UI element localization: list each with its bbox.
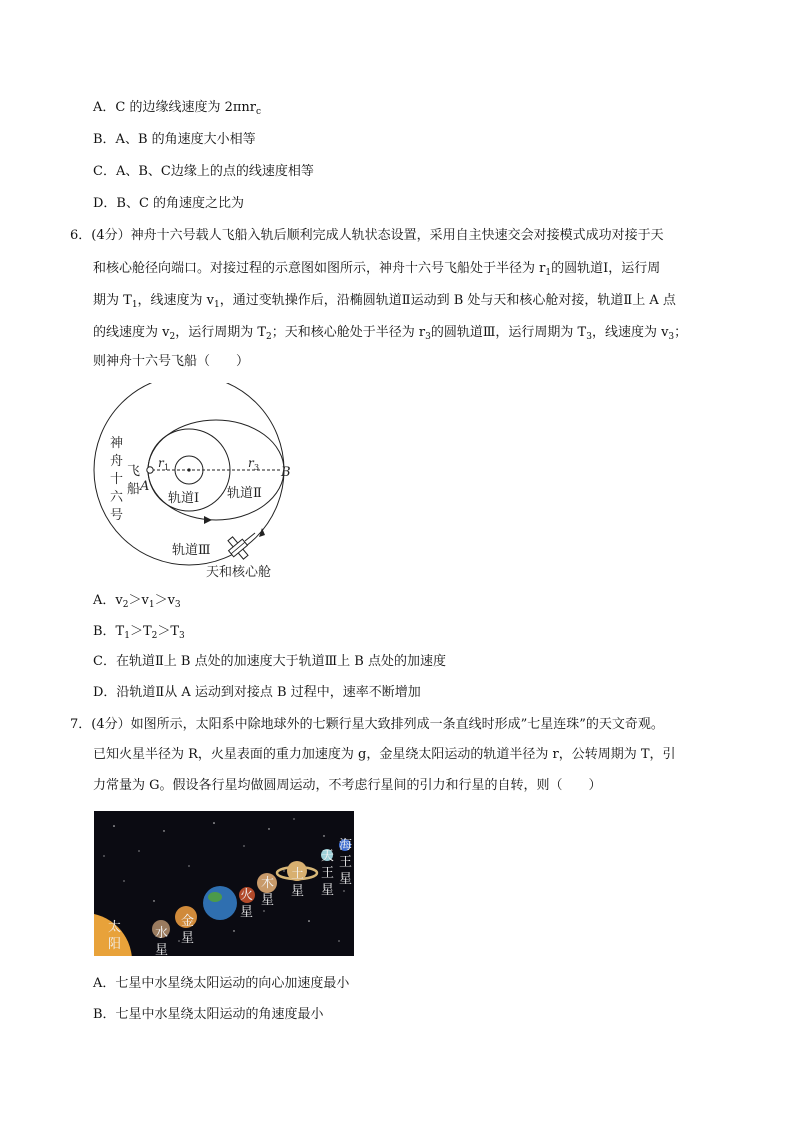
q6-line4-tail: ；	[674, 325, 688, 340]
label-ship-3: 十	[110, 472, 124, 487]
q6-option-c: C．在轨道Ⅱ上 B 点处的加速度大于轨道Ⅲ上 B 点处的加速度	[93, 654, 446, 669]
q6-line4-head: 的线速度为 v	[93, 325, 170, 340]
q6-option-a-text: A．v	[93, 593, 123, 608]
q6-line4-mid4: ，线速度为 v	[591, 325, 669, 340]
jupiter-label-2: 星	[261, 893, 275, 908]
q5-option-a-sub: c	[256, 107, 262, 117]
venus-label-2: 星	[181, 931, 195, 946]
jupiter-label-1: 木	[261, 876, 275, 891]
q5-option-b: B．A、B 的角速度大小相等	[93, 132, 256, 147]
q7-stem-line-2: 已知火星半径为 R，火星表面的重力加速度为 g，金星绕太阳运动的轨道半径为 r，公转周期为 T，引	[93, 747, 676, 762]
q6-option-a: A．$v_2>v_1>v_3$	[93, 593, 181, 610]
q5-option-a	[93, 98, 261, 122]
q7-option-a: A．七星中水星绕太阳运动的向心加速度最小	[93, 976, 350, 991]
q6-option-b-text: B．T	[93, 624, 125, 639]
q6-option-d: D．沿轨道Ⅱ从 A 运动到对接点 B 过程中，速率不断增加	[93, 685, 421, 700]
q6-stem-line-1: 6．(4分）神舟十六号载人飞船入轨后顺利完成人轨状态设置，采用自主快速交会对接模式成功对接于天	[70, 228, 664, 243]
q6-line3-tail: ，通过变轨操作后，沿椭圆轨道Ⅱ运动到 B 处与天和核心舱对接，轨道Ⅱ上 A 点	[219, 293, 676, 308]
q6-line2-head: 和核心舱径向端口。对接过程的示意图如图所示，神舟十六号飞船处于半径为 r	[93, 261, 546, 276]
saturn-label-2: 星	[291, 884, 305, 899]
mercury-label-2: 星	[155, 943, 169, 956]
q7-stem-line-1: 7．(4分）如图所示，太阳系中除地球外的七颗行星大致排列成一条直线时形成”七星连珠”的天文奇观。	[70, 717, 664, 732]
neptune-label-3: 星	[339, 872, 353, 887]
q7-stem-line-3: 力常量为 G。假设各行星均做圆周运动，不考虑行星间的引力和行星的自转，则（ ）	[93, 778, 602, 793]
q6-line4-mid2: ；天和核心舱处于半径为 r	[271, 325, 426, 340]
neptune-label-2: 王	[339, 855, 353, 870]
mars-label-2: 星	[240, 905, 254, 920]
planets-image	[94, 811, 354, 956]
q5-option-c: C．A、B、C边缘上的点的线速度相等	[93, 164, 314, 179]
label-ship-1: 神	[110, 436, 124, 451]
label-ship-2: 舟	[110, 454, 124, 469]
saturn-label-1: 土	[291, 867, 305, 882]
orbit-diagram	[92, 383, 300, 581]
label-a: A	[140, 479, 150, 494]
q5-option-a-text: A．C 的边缘线速度为 2πnr	[93, 100, 257, 115]
label-r3: r	[248, 456, 254, 470]
sun-label-1: 太	[108, 920, 122, 935]
label-ship-4: 六	[110, 490, 124, 505]
label-chuan: 船	[127, 482, 141, 497]
q6-stem-line-3: 期为 $T_1$，线速度为 $v_1$，通过变轨操作后，沿椭圆轨道Ⅱ运动到 B 处与天和核心舱对接，轨道Ⅱ上 A 点	[93, 293, 676, 310]
earth-shape	[203, 886, 237, 920]
q6-line4-mid3: 的圆轨道Ⅲ，运行周期为 T	[430, 325, 587, 340]
label-r1: r	[158, 456, 164, 470]
label-fei: 飞	[127, 464, 141, 479]
mars-label-1: 火	[240, 888, 254, 903]
q6-option-b: B．$T_1>T_2>T_3$	[93, 624, 185, 641]
q6-line4-mid: ，运行周期为 T	[175, 325, 267, 340]
label-orbit-1: 轨道Ⅰ	[168, 491, 200, 506]
q6-stem-line-2: 和核心舱径向端口。对接过程的示意图如图所示，神舟十六号飞船处于半径为 $r_1$的圆轨道Ⅰ，运行周	[93, 261, 661, 278]
q5-option-d: D．B、C 的角速度之比为	[93, 196, 245, 211]
uranus-label-3: 星	[321, 883, 335, 898]
uranus-label-2: 王	[321, 866, 335, 881]
svg-text:3: 3	[254, 463, 260, 472]
q7-option-b: B．七星中水星绕太阳运动的角速度最小	[93, 1007, 324, 1022]
q6-line3-mid: ，线速度为 v	[137, 293, 215, 308]
ship-marker	[147, 467, 153, 473]
label-ship-5: 号	[110, 508, 124, 523]
q6-line2-tail: 的圆轨道Ⅰ，运行周	[551, 261, 661, 276]
q6-stem-line-5: 则神舟十六号飞船（ ）	[93, 354, 250, 369]
station-icon	[223, 533, 252, 563]
mercury-label-1: 水	[155, 926, 169, 941]
orbit-2-arrow	[204, 516, 212, 524]
label-orbit-2: 轨道Ⅱ	[227, 486, 262, 501]
svg-text:1: 1	[164, 463, 170, 472]
uranus-label-1: 天	[321, 849, 335, 864]
venus-label-1: 金	[181, 914, 195, 929]
q6-line3-head: 期为 T	[93, 293, 132, 308]
label-b: B	[281, 465, 291, 480]
neptune-label-1: 海	[339, 838, 353, 853]
sun-label-2: 阳	[108, 937, 122, 952]
q6-stem-line-4: 的线速度为 $v_2$，运行周期为 $T_2$；天和核心舱处于半径为 $r_3$的圆轨道Ⅲ，运行周期为 $T_3$，线速度为 $v_3$；	[93, 325, 688, 342]
label-station: 天和核心舱	[206, 565, 272, 580]
label-orbit-3: 轨道Ⅲ	[172, 543, 211, 558]
